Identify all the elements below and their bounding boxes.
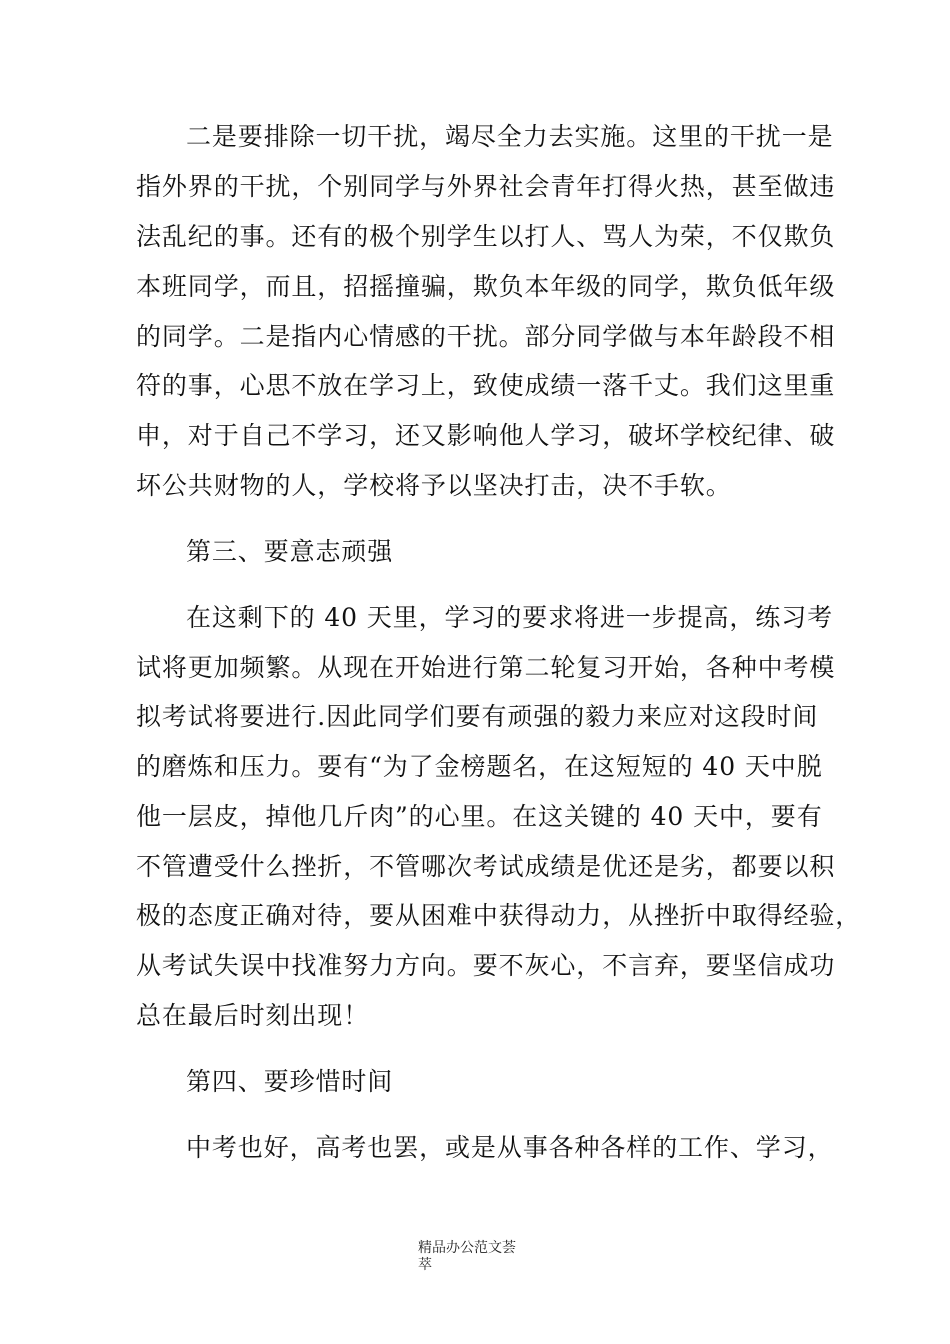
paragraph-line: 不管遭受什么挫折，不管哪次考试成绩是优还是劣，都要以积 [136,852,836,881]
section-heading-4: 第四、要珍惜时间 [186,1067,394,1096]
section-heading-3: 第三、要意志顽强 [186,537,394,566]
paragraph-line: 坏公共财物的人，学校将予以坚决打击，决不手软。 [136,471,732,500]
paragraph-line: 申，对于自己不学习，还又影响他人学习，破坏学校纪律、破 [136,421,836,450]
paragraph-line: 二是要排除一切干扰，竭尽全力去实施。这里的干扰一是 [186,122,834,151]
paragraph-line: 试将更加频繁。从现在开始进行第二轮复习开始，各种中考模 [136,653,836,682]
paragraph-line: 中考也好，高考也罢，或是从事各种各样的工作、学习， [186,1133,834,1162]
footer-text-line-1: 精品办公范文荟 [418,1240,516,1256]
paragraph-line: 拟考试将要进行.因此同学们要有顽强的毅力来应对这段时间 [136,702,819,731]
paragraph-line: 他一层皮，掉他几斤肉”的心里。在这关键的 40 天中，要有 [136,802,823,831]
paragraph-line: 在这剩下的 40 天里，学习的要求将进一步提高，练习考 [186,603,834,632]
paragraph-line: 从考试失误中找准努力方向。要不灰心，不言弃，要坚信成功 [136,951,836,980]
paragraph-line: 极的态度正确对待，要从困难中获得动力，从挫折中取得经验， [136,901,862,930]
footer-text-line-2: 萃 [418,1257,432,1273]
paragraph-line: 符的事，心思不放在学习上，致使成绩一落千丈。我们这里重 [136,371,836,400]
paragraph-line: 总在最后时刻出现！ [136,1001,370,1030]
paragraph-line: 法乱纪的事。还有的极个别学生以打人、骂人为荣，不仅欺负 [136,222,836,251]
paragraph-line: 本班同学，而且，招摇撞骗，欺负本年级的同学，欺负低年级 [136,272,836,301]
paragraph-line: 指外界的干扰，个别同学与外界社会青年打得火热，甚至做违 [136,172,836,201]
paragraph-line: 的磨炼和压力。要有“为了金榜题名，在这短短的 40 天中脱 [136,752,823,781]
paragraph-line: 的同学。二是指内心情感的干扰。部分同学做与本年龄段不相 [136,322,836,351]
